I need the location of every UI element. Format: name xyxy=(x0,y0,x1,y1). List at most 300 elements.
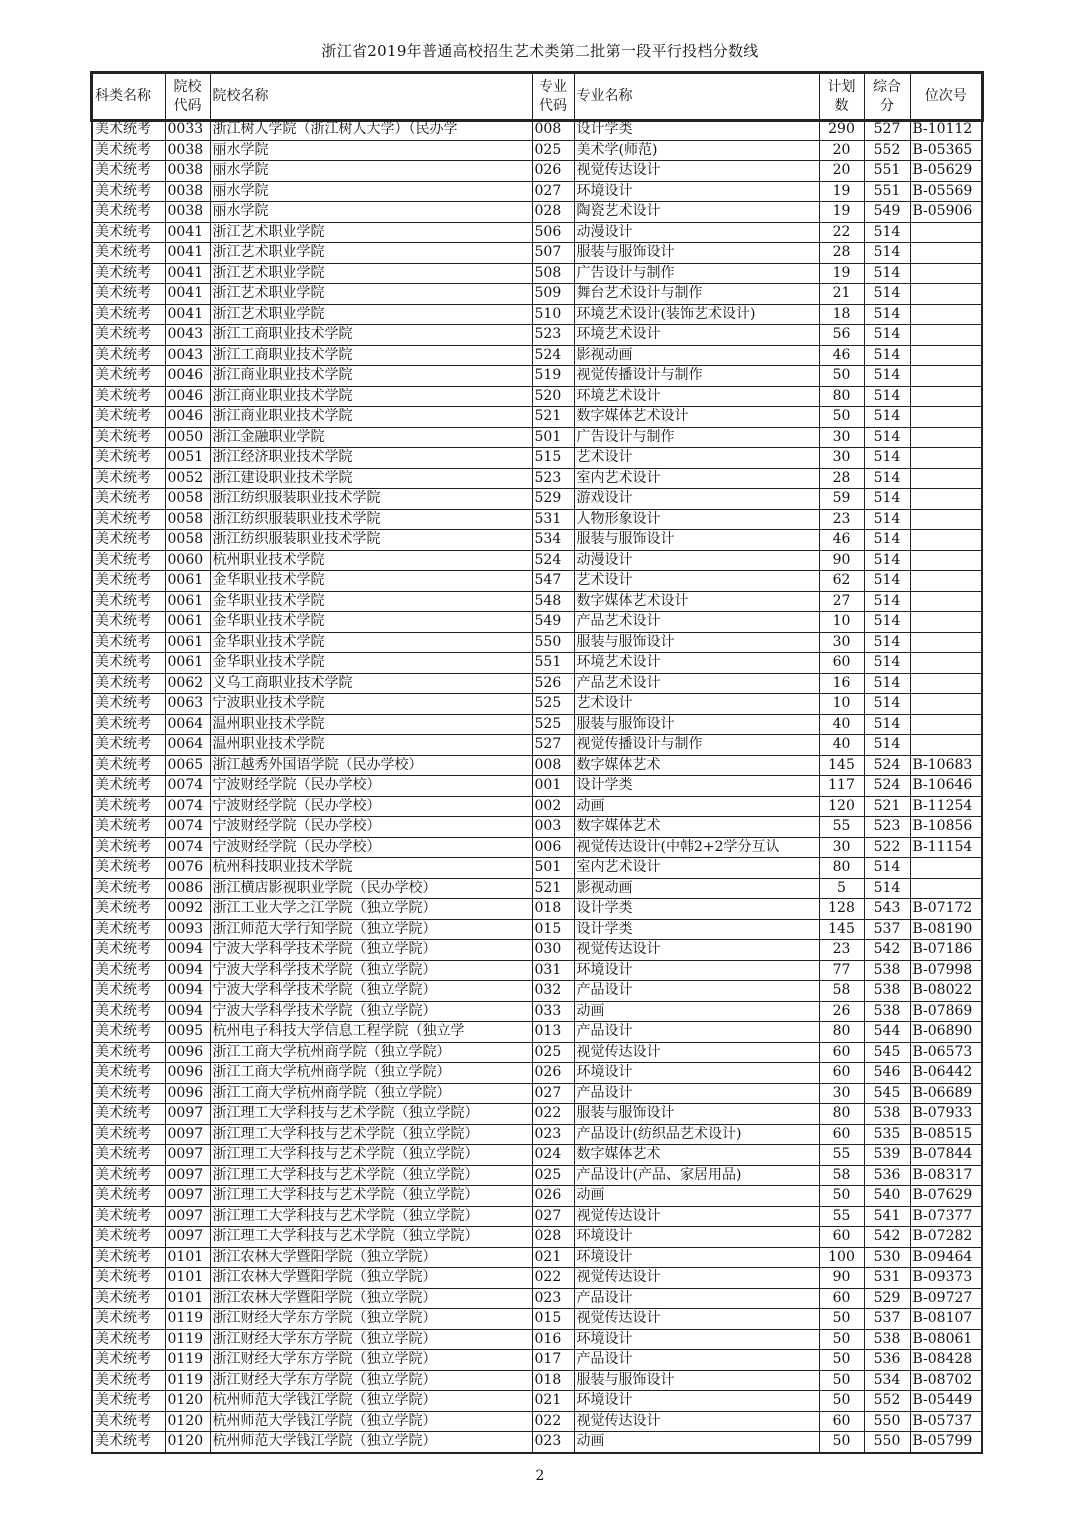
category-cell: 美术统考 xyxy=(92,817,165,838)
score-cell: 514 xyxy=(864,591,910,612)
rank-cell xyxy=(910,530,982,551)
rank-cell: B-08190 xyxy=(910,919,982,940)
category-cell: 美术统考 xyxy=(92,120,165,141)
category-cell: 美术统考 xyxy=(92,345,165,366)
score-cell: 514 xyxy=(864,366,910,387)
school-code-cell: 0064 xyxy=(165,735,210,756)
rank-cell: B-11254 xyxy=(910,796,982,817)
school-name-cell: 浙江建设职业技术学院 xyxy=(210,468,532,489)
school-name-cell: 浙江师范大学行知学院（独立学院） xyxy=(210,919,532,940)
table-row xyxy=(92,325,982,346)
score-cell: 527 xyxy=(864,120,910,141)
score-cell: 540 xyxy=(864,1186,910,1207)
score-cell: 514 xyxy=(864,263,910,284)
category-cell: 美术统考 xyxy=(92,1370,165,1391)
category-cell: 美术统考 xyxy=(92,1165,165,1186)
rank-cell: B-08061 xyxy=(910,1329,982,1350)
score-cell: 552 xyxy=(864,140,910,161)
major-name-cell: 服装与服饰设计 xyxy=(574,1370,819,1391)
rank-cell xyxy=(910,468,982,489)
rank-cell: B-06442 xyxy=(910,1063,982,1084)
major-name-cell: 视觉传播设计与制作 xyxy=(574,735,819,756)
plan-count-cell: 28 xyxy=(819,243,864,264)
school-code-cell: 0062 xyxy=(165,673,210,694)
major-code-cell: 550 xyxy=(532,632,574,653)
major-name-cell: 广告设计与制作 xyxy=(574,427,819,448)
school-name-cell: 浙江纺织服装职业技术学院 xyxy=(210,530,532,551)
table-row xyxy=(92,1432,982,1453)
category-cell: 美术统考 xyxy=(92,304,165,325)
major-code-cell: 026 xyxy=(532,1186,574,1207)
score-cell: 523 xyxy=(864,817,910,838)
major-name-cell: 动漫设计 xyxy=(574,550,819,571)
rank-cell xyxy=(910,284,982,305)
school-code-cell: 0041 xyxy=(165,284,210,305)
plan-count-cell: 27 xyxy=(819,591,864,612)
major-name-cell: 产品艺术设计 xyxy=(574,612,819,633)
major-code-cell: 033 xyxy=(532,1001,574,1022)
major-name-cell: 设计学类 xyxy=(574,120,819,141)
category-cell: 美术统考 xyxy=(92,960,165,981)
school-code-cell: 0074 xyxy=(165,796,210,817)
plan-count-cell: 80 xyxy=(819,386,864,407)
major-code-cell: 525 xyxy=(532,694,574,715)
plan-count-cell: 30 xyxy=(819,1083,864,1104)
category-cell: 美术统考 xyxy=(92,284,165,305)
major-code-cell: 519 xyxy=(532,366,574,387)
school-name-cell: 浙江财经大学东方学院（独立学院） xyxy=(210,1329,532,1350)
major-name-cell: 环境艺术设计 xyxy=(574,386,819,407)
school-code-cell: 0041 xyxy=(165,243,210,264)
category-cell: 美术统考 xyxy=(92,673,165,694)
plan-count-cell: 46 xyxy=(819,345,864,366)
major-code-cell: 031 xyxy=(532,960,574,981)
table-row xyxy=(92,694,982,715)
plan-count-cell: 21 xyxy=(819,284,864,305)
score-cell: 535 xyxy=(864,1124,910,1145)
school-name-cell: 浙江艺术职业学院 xyxy=(210,263,532,284)
plan-count-cell: 50 xyxy=(819,366,864,387)
table-row xyxy=(92,1227,982,1248)
school-code-cell: 0052 xyxy=(165,468,210,489)
major-code-cell: 023 xyxy=(532,1432,574,1453)
table-row xyxy=(92,1350,982,1371)
plan-count-cell: 40 xyxy=(819,714,864,735)
header-plan xyxy=(819,73,864,120)
school-name-cell: 浙江纺织服装职业技术学院 xyxy=(210,509,532,530)
header-major-code-line1: 专业 xyxy=(539,78,567,95)
plan-count-cell: 30 xyxy=(819,427,864,448)
table-row xyxy=(92,386,982,407)
plan-count-cell: 100 xyxy=(819,1247,864,1268)
school-code-cell: 0033 xyxy=(165,120,210,141)
category-cell: 美术统考 xyxy=(92,1268,165,1289)
score-cell: 524 xyxy=(864,755,910,776)
major-code-cell: 515 xyxy=(532,448,574,469)
major-code-cell: 531 xyxy=(532,509,574,530)
major-code-cell: 015 xyxy=(532,919,574,940)
score-cell: 514 xyxy=(864,509,910,530)
school-code-cell: 0046 xyxy=(165,366,210,387)
major-name-cell: 环境设计 xyxy=(574,1329,819,1350)
rank-cell: B-08702 xyxy=(910,1370,982,1391)
plan-count-cell: 30 xyxy=(819,632,864,653)
school-name-cell: 宁波大学科学技术学院（独立学院） xyxy=(210,940,532,961)
score-cell: 514 xyxy=(864,407,910,428)
header-school-code-line2: 代码 xyxy=(173,97,202,114)
school-name-cell: 浙江艺术职业学院 xyxy=(210,222,532,243)
table-row xyxy=(92,878,982,899)
category-cell: 美术统考 xyxy=(92,1350,165,1371)
category-cell: 美术统考 xyxy=(92,591,165,612)
table-row xyxy=(92,1288,982,1309)
major-name-cell: 视觉传达设计 xyxy=(574,1411,819,1432)
score-cell: 542 xyxy=(864,1227,910,1248)
school-name-cell: 浙江理工大学科技与艺术学院（独立学院） xyxy=(210,1186,532,1207)
plan-count-cell: 40 xyxy=(819,735,864,756)
major-code-cell: 006 xyxy=(532,837,574,858)
table-row xyxy=(92,1104,982,1125)
plan-count-cell: 60 xyxy=(819,1411,864,1432)
major-code-cell: 016 xyxy=(532,1329,574,1350)
plan-count-cell: 23 xyxy=(819,940,864,961)
table-row xyxy=(92,1411,982,1432)
school-code-cell: 0097 xyxy=(165,1165,210,1186)
table-row xyxy=(92,1329,982,1350)
plan-count-cell: 58 xyxy=(819,981,864,1002)
school-name-cell: 浙江工商职业技术学院 xyxy=(210,345,532,366)
admission-score-table xyxy=(91,72,983,1454)
score-cell: 514 xyxy=(864,612,910,633)
major-code-cell: 547 xyxy=(532,571,574,592)
major-code-cell: 501 xyxy=(532,427,574,448)
plan-count-cell: 50 xyxy=(819,1370,864,1391)
major-name-cell: 服装与服饰设计 xyxy=(574,632,819,653)
school-name-cell: 杭州科技职业技术学院 xyxy=(210,858,532,879)
score-cell: 544 xyxy=(864,1022,910,1043)
major-code-cell: 017 xyxy=(532,1350,574,1371)
category-cell: 美术统考 xyxy=(92,1329,165,1350)
score-cell: 514 xyxy=(864,427,910,448)
rank-cell xyxy=(910,694,982,715)
table-row xyxy=(92,1083,982,1104)
major-code-cell: 021 xyxy=(532,1391,574,1412)
plan-count-cell: 55 xyxy=(819,817,864,838)
score-cell: 538 xyxy=(864,1104,910,1125)
score-cell: 514 xyxy=(864,714,910,735)
plan-count-cell: 60 xyxy=(819,1288,864,1309)
school-name-cell: 浙江工业大学之江学院（独立学院） xyxy=(210,899,532,920)
category-cell: 美术统考 xyxy=(92,550,165,571)
score-cell: 529 xyxy=(864,1288,910,1309)
rank-cell xyxy=(910,448,982,469)
plan-count-cell: 26 xyxy=(819,1001,864,1022)
score-cell: 514 xyxy=(864,632,910,653)
major-name-cell: 产品艺术设计 xyxy=(574,673,819,694)
school-name-cell: 浙江财经大学东方学院（独立学院） xyxy=(210,1350,532,1371)
rank-cell: B-06573 xyxy=(910,1042,982,1063)
school-name-cell: 浙江工商职业技术学院 xyxy=(210,325,532,346)
school-code-cell: 0094 xyxy=(165,1001,210,1022)
table-row xyxy=(92,653,982,674)
school-name-cell: 浙江农林大学暨阳学院（独立学院） xyxy=(210,1288,532,1309)
major-code-cell: 510 xyxy=(532,304,574,325)
category-cell: 美术统考 xyxy=(92,858,165,879)
major-code-cell: 027 xyxy=(532,1206,574,1227)
header-major-code xyxy=(532,73,574,120)
rank-cell xyxy=(910,325,982,346)
table-row xyxy=(92,448,982,469)
score-cell: 546 xyxy=(864,1063,910,1084)
plan-count-cell: 22 xyxy=(819,222,864,243)
plan-count-cell: 60 xyxy=(819,1063,864,1084)
major-name-cell: 环境设计 xyxy=(574,1391,819,1412)
rank-cell: B-10856 xyxy=(910,817,982,838)
page-number: 2 xyxy=(535,1468,545,1484)
major-code-cell: 018 xyxy=(532,1370,574,1391)
school-code-cell: 0060 xyxy=(165,550,210,571)
score-cell: 514 xyxy=(864,386,910,407)
school-name-cell: 宁波大学科学技术学院（独立学院） xyxy=(210,960,532,981)
score-cell: 514 xyxy=(864,243,910,264)
major-code-cell: 022 xyxy=(532,1268,574,1289)
plan-count-cell: 50 xyxy=(819,1329,864,1350)
school-code-cell: 0043 xyxy=(165,325,210,346)
rank-cell: B-06890 xyxy=(910,1022,982,1043)
category-cell: 美术统考 xyxy=(92,899,165,920)
major-name-cell: 设计学类 xyxy=(574,919,819,940)
major-code-cell: 025 xyxy=(532,1165,574,1186)
school-code-cell: 0041 xyxy=(165,222,210,243)
rank-cell: B-08107 xyxy=(910,1309,982,1330)
table-row xyxy=(92,1001,982,1022)
plan-count-cell: 60 xyxy=(819,653,864,674)
plan-count-cell: 23 xyxy=(819,509,864,530)
rank-cell: B-05799 xyxy=(910,1432,982,1453)
major-code-cell: 008 xyxy=(532,120,574,141)
table-row xyxy=(92,796,982,817)
table-body xyxy=(92,120,982,1453)
plan-count-cell: 28 xyxy=(819,468,864,489)
header-category: 科类名称 xyxy=(92,73,165,120)
school-name-cell: 宁波财经学院（民办学校） xyxy=(210,776,532,797)
category-cell: 美术统考 xyxy=(92,509,165,530)
major-name-cell: 产品设计 xyxy=(574,981,819,1002)
school-code-cell: 0063 xyxy=(165,694,210,715)
table-header xyxy=(92,73,982,120)
major-name-cell: 产品设计 xyxy=(574,1083,819,1104)
score-cell: 536 xyxy=(864,1165,910,1186)
score-cell: 514 xyxy=(864,735,910,756)
category-cell: 美术统考 xyxy=(92,1063,165,1084)
page-title: 浙江省2019年普通高校招生艺术类第二批第一段平行投档分数线 xyxy=(321,42,759,60)
category-cell: 美术统考 xyxy=(92,161,165,182)
major-code-cell: 534 xyxy=(532,530,574,551)
major-name-cell: 设计学类 xyxy=(574,776,819,797)
school-code-cell: 0038 xyxy=(165,181,210,202)
rank-cell: B-08428 xyxy=(910,1350,982,1371)
table-row xyxy=(92,837,982,858)
school-code-cell: 0074 xyxy=(165,817,210,838)
school-code-cell: 0061 xyxy=(165,591,210,612)
plan-count-cell: 80 xyxy=(819,1104,864,1125)
table-row xyxy=(92,632,982,653)
school-name-cell: 浙江理工大学科技与艺术学院（独立学院） xyxy=(210,1206,532,1227)
major-name-cell: 舞台艺术设计与制作 xyxy=(574,284,819,305)
rank-cell xyxy=(910,673,982,694)
plan-count-cell: 10 xyxy=(819,694,864,715)
school-code-cell: 0119 xyxy=(165,1350,210,1371)
category-cell: 美术统考 xyxy=(92,366,165,387)
category-cell: 美术统考 xyxy=(92,202,165,223)
major-name-cell: 环境艺术设计 xyxy=(574,653,819,674)
plan-count-cell: 90 xyxy=(819,550,864,571)
school-code-cell: 0041 xyxy=(165,263,210,284)
school-name-cell: 浙江理工大学科技与艺术学院（独立学院） xyxy=(210,1104,532,1125)
plan-count-cell: 19 xyxy=(819,263,864,284)
table-row xyxy=(92,284,982,305)
table-row xyxy=(92,981,982,1002)
score-cell: 514 xyxy=(864,571,910,592)
major-name-cell: 数字媒体艺术 xyxy=(574,817,819,838)
score-cell: 514 xyxy=(864,222,910,243)
score-cell: 514 xyxy=(864,284,910,305)
school-name-cell: 浙江理工大学科技与艺术学院（独立学院） xyxy=(210,1145,532,1166)
plan-count-cell: 59 xyxy=(819,489,864,510)
score-cell: 536 xyxy=(864,1350,910,1371)
rank-cell: B-05365 xyxy=(910,140,982,161)
category-cell: 美术统考 xyxy=(92,1309,165,1330)
category-cell: 美术统考 xyxy=(92,1411,165,1432)
school-code-cell: 0064 xyxy=(165,714,210,735)
major-name-cell: 动漫设计 xyxy=(574,222,819,243)
major-code-cell: 524 xyxy=(532,550,574,571)
school-code-cell: 0061 xyxy=(165,632,210,653)
score-cell: 514 xyxy=(864,489,910,510)
major-name-cell: 环境艺术设计(装饰艺术设计) xyxy=(574,304,819,325)
school-code-cell: 0094 xyxy=(165,940,210,961)
rank-cell xyxy=(910,222,982,243)
category-cell: 美术统考 xyxy=(92,222,165,243)
table-row xyxy=(92,1391,982,1412)
school-name-cell: 浙江经济职业技术学院 xyxy=(210,448,532,469)
category-cell: 美术统考 xyxy=(92,714,165,735)
school-code-cell: 0058 xyxy=(165,530,210,551)
school-name-cell: 宁波职业技术学院 xyxy=(210,694,532,715)
rank-cell: B-10112 xyxy=(910,120,982,141)
category-cell: 美术统考 xyxy=(92,243,165,264)
school-name-cell: 金华职业技术学院 xyxy=(210,591,532,612)
score-cell: 514 xyxy=(864,304,910,325)
school-code-cell: 0119 xyxy=(165,1309,210,1330)
school-code-cell: 0074 xyxy=(165,776,210,797)
category-cell: 美术统考 xyxy=(92,1391,165,1412)
plan-count-cell: 50 xyxy=(819,1432,864,1453)
school-code-cell: 0061 xyxy=(165,653,210,674)
school-name-cell: 金华职业技术学院 xyxy=(210,612,532,633)
major-name-cell: 视觉传达设计 xyxy=(574,161,819,182)
rank-cell: B-05449 xyxy=(910,1391,982,1412)
major-code-cell: 524 xyxy=(532,345,574,366)
rank-cell xyxy=(910,878,982,899)
major-code-cell: 507 xyxy=(532,243,574,264)
major-name-cell: 环境设计 xyxy=(574,1227,819,1248)
table-row xyxy=(92,550,982,571)
school-code-cell: 0097 xyxy=(165,1124,210,1145)
school-code-cell: 0094 xyxy=(165,960,210,981)
major-code-cell: 008 xyxy=(532,755,574,776)
score-cell: 537 xyxy=(864,919,910,940)
score-cell: 545 xyxy=(864,1083,910,1104)
school-name-cell: 浙江农林大学暨阳学院（独立学院） xyxy=(210,1247,532,1268)
major-name-cell: 视觉传达设计 xyxy=(574,1206,819,1227)
rank-cell: B-09464 xyxy=(910,1247,982,1268)
major-code-cell: 501 xyxy=(532,858,574,879)
category-cell: 美术统考 xyxy=(92,796,165,817)
school-code-cell: 0058 xyxy=(165,509,210,530)
major-name-cell: 美术学(师范) xyxy=(574,140,819,161)
score-cell: 514 xyxy=(864,345,910,366)
rank-cell xyxy=(910,735,982,756)
header-plan-line1: 计划 xyxy=(827,78,856,95)
school-name-cell: 浙江树人学院（浙江树人大学）（民办学 xyxy=(210,120,532,141)
category-cell: 美术统考 xyxy=(92,1001,165,1022)
major-name-cell: 人物形象设计 xyxy=(574,509,819,530)
major-code-cell: 027 xyxy=(532,181,574,202)
school-code-cell: 0119 xyxy=(165,1370,210,1391)
score-cell: 514 xyxy=(864,878,910,899)
plan-count-cell: 18 xyxy=(819,304,864,325)
category-cell: 美术统考 xyxy=(92,530,165,551)
school-code-cell: 0058 xyxy=(165,489,210,510)
rank-cell: B-07933 xyxy=(910,1104,982,1125)
score-cell: 514 xyxy=(864,653,910,674)
plan-count-cell: 62 xyxy=(819,571,864,592)
table-row xyxy=(92,243,982,264)
rank-cell xyxy=(910,263,982,284)
plan-count-cell: 20 xyxy=(819,161,864,182)
major-name-cell: 游戏设计 xyxy=(574,489,819,510)
header-school-code-line1: 院校 xyxy=(173,78,202,95)
table-row xyxy=(92,509,982,530)
major-name-cell: 环境设计 xyxy=(574,1063,819,1084)
table-row xyxy=(92,366,982,387)
rank-cell xyxy=(910,632,982,653)
school-name-cell: 宁波财经学院（民办学校） xyxy=(210,817,532,838)
rank-cell xyxy=(910,550,982,571)
major-name-cell: 数字媒体艺术设计 xyxy=(574,591,819,612)
school-code-cell: 0065 xyxy=(165,755,210,776)
school-code-cell: 0096 xyxy=(165,1083,210,1104)
school-name-cell: 杭州师范大学钱江学院（独立学院） xyxy=(210,1432,532,1453)
school-name-cell: 浙江工商大学杭州商学院（独立学院） xyxy=(210,1063,532,1084)
major-code-cell: 001 xyxy=(532,776,574,797)
school-name-cell: 浙江商业职业技术学院 xyxy=(210,366,532,387)
school-name-cell: 浙江理工大学科技与艺术学院（独立学院） xyxy=(210,1165,532,1186)
score-cell: 538 xyxy=(864,1329,910,1350)
school-name-cell: 浙江理工大学科技与艺术学院（独立学院） xyxy=(210,1124,532,1145)
major-name-cell: 设计学类 xyxy=(574,899,819,920)
school-name-cell: 浙江艺术职业学院 xyxy=(210,304,532,325)
score-cell: 514 xyxy=(864,858,910,879)
school-code-cell: 0096 xyxy=(165,1042,210,1063)
rank-cell: B-11154 xyxy=(910,837,982,858)
school-code-cell: 0120 xyxy=(165,1411,210,1432)
plan-count-cell: 55 xyxy=(819,1206,864,1227)
major-code-cell: 024 xyxy=(532,1145,574,1166)
major-code-cell: 526 xyxy=(532,673,574,694)
major-code-cell: 018 xyxy=(532,899,574,920)
